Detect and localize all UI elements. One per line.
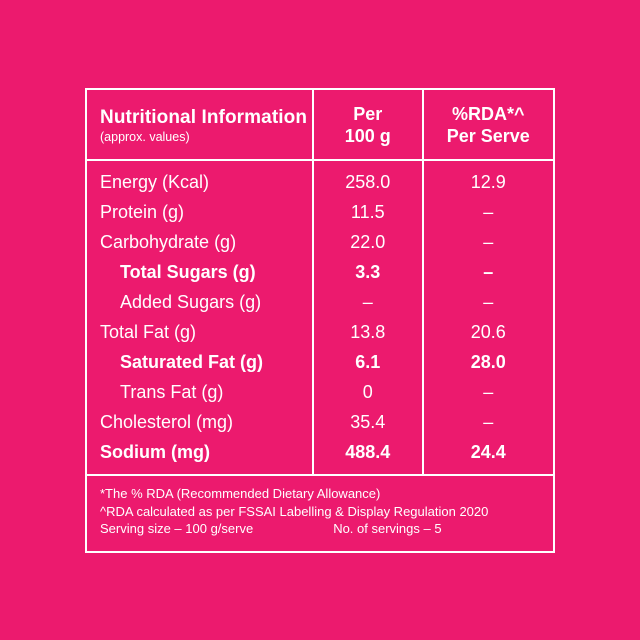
table-row (87, 258, 553, 288)
nutrition-table (87, 90, 553, 474)
row-label: Added Sugars (g) (87, 288, 313, 318)
row-rda: 24.4 (470, 442, 506, 463)
row-per-100g: 22.0 (313, 228, 423, 258)
row-rda: – (483, 232, 494, 253)
row-rda: – (483, 262, 494, 283)
table-row (87, 318, 553, 348)
row-rda: – (483, 202, 494, 223)
header-cell-title (87, 90, 313, 160)
footnote-rda: *The % RDA (Recommended Dietary Allowance) (100, 486, 381, 502)
header-rda-line2: Per Serve (446, 125, 530, 146)
row-rda: – (483, 412, 494, 433)
number-of-servings: No. of servings – 5 (333, 521, 442, 537)
row-rda: – (483, 292, 494, 313)
table-body (87, 160, 553, 474)
row-per-100g: 11.5 (313, 198, 423, 228)
table-row (87, 198, 553, 228)
table-row (87, 438, 553, 475)
table-row (87, 160, 553, 198)
table-row (87, 408, 553, 438)
row-per-100g: 258.0 (313, 160, 423, 198)
table-row (87, 288, 553, 318)
row-per-100g: – (313, 288, 423, 318)
header-row (87, 90, 553, 160)
serving-row (100, 520, 540, 538)
row-rda: – (483, 382, 494, 403)
row-label: Sodium (mg) (87, 438, 313, 475)
row-rda: 12.9 (470, 172, 506, 193)
row-per-100g: 13.8 (313, 318, 423, 348)
header-per-line2: 100 g (344, 125, 391, 146)
nutrition-information-panel (85, 88, 555, 553)
header-per-line1: Per (353, 104, 383, 124)
nutrition-subtitle: (approx. values) (100, 129, 190, 144)
table-row (87, 228, 553, 258)
header-cell-per-100g (313, 90, 423, 160)
row-label: Protein (g) (87, 198, 313, 228)
header-rda-line1: %RDA*^ (451, 104, 525, 124)
row-rda: 28.0 (470, 352, 506, 373)
row-label: Cholesterol (mg) (87, 408, 313, 438)
header-cell-rda (423, 90, 554, 160)
table-row (87, 348, 553, 378)
nutrition-title: Nutritional Information (100, 106, 308, 128)
serving-size: Serving size – 100 g/serve (100, 521, 254, 537)
table-row (87, 378, 553, 408)
row-label: Total Sugars (g) (87, 258, 313, 288)
row-per-100g: 488.4 (313, 438, 423, 475)
row-label: Carbohydrate (g) (87, 228, 313, 258)
row-per-100g: 3.3 (313, 258, 423, 288)
row-label: Trans Fat (g) (87, 378, 313, 408)
row-label: Total Fat (g) (87, 318, 313, 348)
table-header (87, 90, 553, 160)
row-per-100g: 0 (313, 378, 423, 408)
row-rda: 20.6 (470, 322, 506, 343)
row-per-100g: 6.1 (313, 348, 423, 378)
footnote-regulation: ^RDA calculated as per FSSAI Labelling & Display Regulation 2020 (100, 503, 489, 519)
row-label: Energy (Kcal) (87, 160, 313, 198)
row-per-100g: 35.4 (313, 408, 423, 438)
row-label: Saturated Fat (g) (87, 348, 313, 378)
footnotes (87, 476, 553, 548)
